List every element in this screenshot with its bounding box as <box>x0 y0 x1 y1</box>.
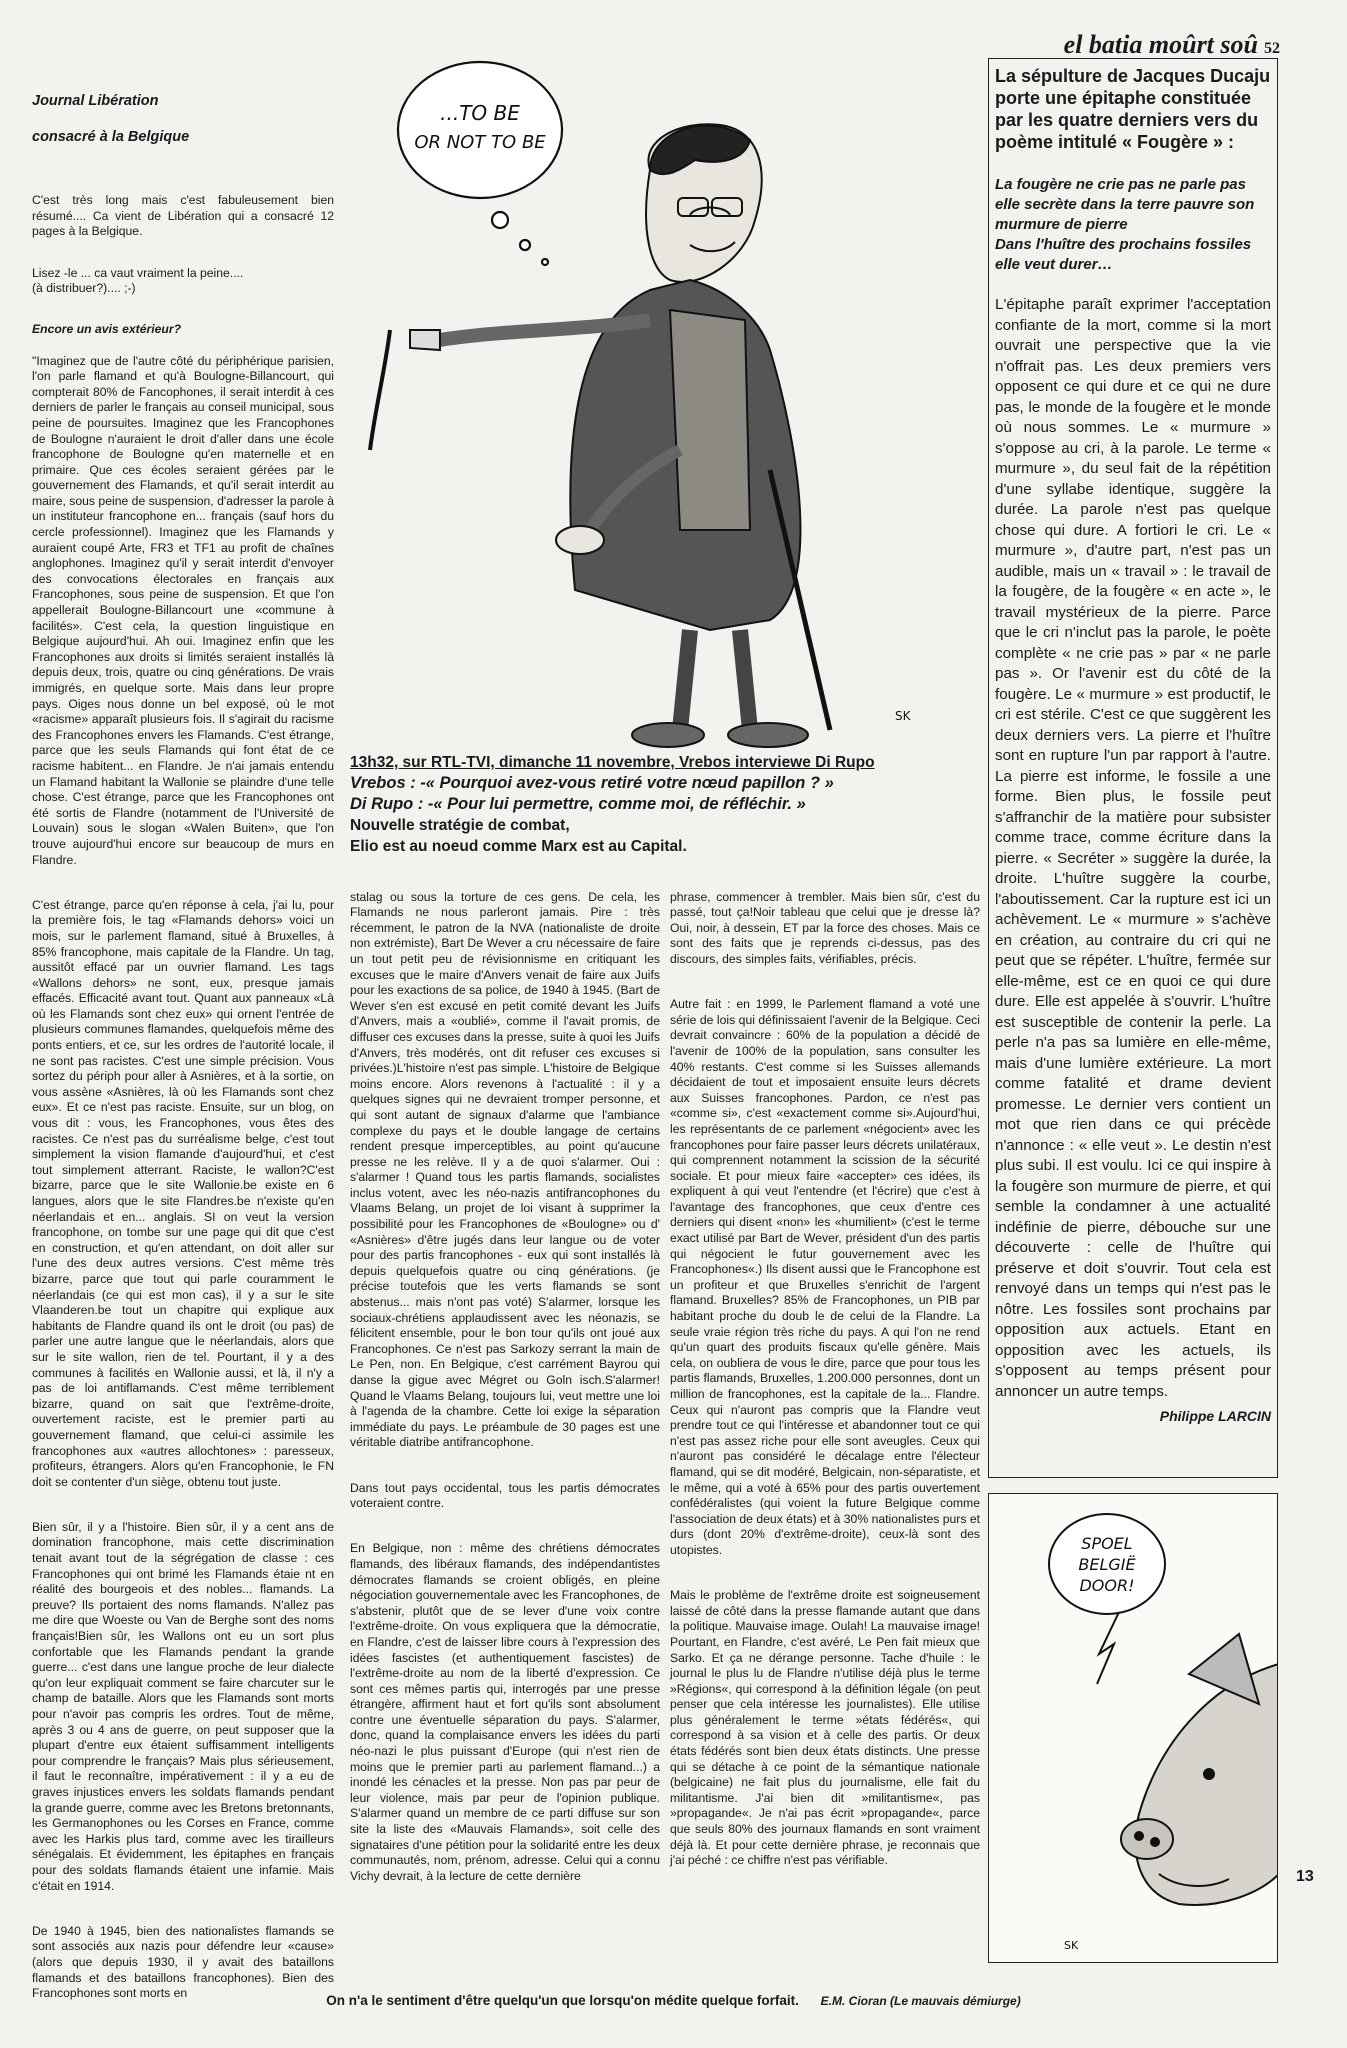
mid2-paragraph-2: Autre fait : en 1999, le Parlement flamand a voté une série de lois qui définissaient l'avenir de la Belgique. Ceci devrait convaincre : 60% de la population a décidé de l'avenir de 100% de la population, sans consulter les 40% restants. C'est comme si les Suisses allemands décidaient de tout et imposaient ensuite leurs décrets aux Suisses francophones. Pardon, ce n'est pas «comme si», c'est «exactement comme si».Aujourd'hui, les représentants de ce parlement «négocient» avec les francophones pour faire passer leurs décrets unilatéraux, qui comprennent notamment la scission de la sécurité sociale. Et pour mieux faire «accepter» ces idées, ils expliquent à qui veut l'entendre (et l'écrire) que c'est à l'avantage des francophones, que ceux d'entre ces derniers qui disent «non» les «humilient» (c'est le terme exact utilisé par Bart de Wever, président d'un des partis qui négocient le futur gouvernement avec les Francophones«.) Ils disent aussi que le Francophone est un profiteur et que Bruxelles s'enrichit de l'argent flamand. Bruxelles? 85% de Francophones, un PIB par habitant proche du doub le de celui de la Flandre. La seule vraie région très riche du pays. A qui l'on ne rend qu'un quart des produits fiscaux qu'elle génère. Mais cela, on oubliera de vous le dire, parce que pour tous les partis flamands, Bruxelles, 1.200.000 personnes, dont un million de francophones, est la capitale de la... Flandre. Ceux qui n'auront pas compris que la Flandre veut prendre tout ce qui l'intéresse et abandonner tout ce qui n'est pas assez riche pour elle sont aveugles. Ceux qui n'auront pas considéré le décalage entre l'électeur flamand, qui se dit modéré, Belgicain, non-séparatiste, et le même, qui a voté à 65% pour des partis ouvertement confédéralistes (qui voient la future Belgique comme l'association de deux états) et à 30% nationalistes purs et durs (dont 20% d'extrême-droite), ceux-là sont des utopistes. <box>670 997 980 1557</box>
fougere-poem <box>995 175 1271 275</box>
masthead-title: el batia moûrt soû <box>1063 30 1258 59</box>
caption-line3: Di Rupo : -« Pour lui permettre, comme moi, de réfléchir. » <box>350 795 806 813</box>
caption-line2: Vrebos : -« Pourquoi avez-vous retiré votre nœud papillon ? » <box>350 774 834 792</box>
pig-bubble-line1: SPOEL <box>1081 1534 1133 1553</box>
mid2-paragraph-1: phrase, commencer à trembler. Mais bien sûr, c'est du passé, tout ça!Noir tableau que celui que je dresse là? Oui, noir, à dessein, ET par la force des choses. Mais ce sont des faits que je reprends ci-dessus, pas des discours, des simples faits, vérifiables, précis. <box>670 889 980 966</box>
article-paragraph-3: Bien sûr, il y a l'histoire. Bien sûr, il y a cent ans de domination francophone, mais cette discrimination tenait avant tout de la ségrégation de classe : ces Francophones qui ont brimé les Flamands étaie nt en réalité des bourgeois et des nobles... flamands. La preuve? Ils portaient des noms flamands. N'allez pas me dire que Woeste ou Van de Berghe sont des noms français!Bien sûr, les Wallons ont eu un sort plus confortable que les Flamands pendant la grande guerre... c'est dans une langue proche de leur dialecte qu'on leur expliquait comment se faire charcuter sur le champ de bataille. Alors que les Flamands sont morts pour n'avoir pas compris les ordres. Tout de même, après 3 ou 4 ans de guerre, on peut supposer que la plupart d'entre eux étaient suffisamment intelligents pour comprendre le français? Mais plus sérieusement, il faut le reconnaître, impérativement : il y a eu de graves injustices envers les soldats flamands pendant la grande guerre, comme avec les Bretons bretonnants, les Germanophones ou les Corses en France, comme avec les Harkis plus tard, comme avec les tirailleurs sénégalais. Et évidemment, les épitaphes en français pour des soldats flamands étaient une infamie. Mais c'était en 1914. <box>32 1519 334 1893</box>
fougere-author: Philippe LARCIN <box>1159 1408 1271 1424</box>
pig-cartoon-signature: SK <box>1064 1939 1079 1952</box>
cartoon-di-rupo <box>350 30 930 750</box>
poem-line4: elle veut durer… <box>995 256 1113 273</box>
side-page-number: 13 <box>1296 1868 1314 1885</box>
cartoon-illustration <box>350 30 930 750</box>
poem-line1: La fougère ne crie pas ne parle pas <box>995 176 1246 193</box>
masthead <box>1040 30 1280 60</box>
caption-line4: Nouvelle stratégie de combat, <box>350 817 570 834</box>
caption-line5: Elio est au noeud comme Marx est au Capital. <box>350 838 687 855</box>
poem-line3: Dans l'huître des prochains fossiles <box>995 236 1252 253</box>
footer-quote-source: E.M. Cioran (Le mauvais démiurge) <box>820 1994 1021 2008</box>
fougere-essay: L'épitaphe paraît exprimer l'acceptation confiante de la mort, comme si la mort ouvrait une perspective que la vie n'offrait pas. Les deux premiers vers opposent ce qui dure et ce qui ne dure pas, le monde de la fougère et le monde où nous sommes. Le « murmure » s'oppose au cri, à la parole. Le terme « murmure », du seul fait de la répétition d'une syllabe identique, suggère la durée. La parole n'est pas quelque chose qui dure. A fortiori le cri. Le « murmure », d'autre part, n'est pas un audible, mais un « travail » : le travail de la fougère, de la fougère « en acte », le travail mystérieux de la pierre. Parce que le cri n'inclut pas la parole, le poète complète « ne crie pas » par « ne parle pas ». Or l'avenir est du côté de la fougère. Le « murmure » est productif, le cri est stérile. C'est ce que suggèrent les deux derniers vers. La pierre et l'huître sont en rupture l'un par rapport à l'autre. La pierre est informe, le fossile a une forme. Bien plus, le fossile peut s'affranchir de la matière pour subsister comme trace, comme écriture dans la pierre. « Secréter » suggère la durée, la droite. L'huître suggère la courbe, l'aboutissement. Car la rupture est ici un achèvement. Le « murmure » s'achève en création, au contraire du cri qui ne peut que se répéter. L'huître, fermée sur elle-même, est ce en quoi ce qui dure dure. Elle est appelée à s'ouvrir. L'huître est susceptible de contenir la perle. La perle n'a pas sa lumière en elle-même, mais d'une lumière extérieure. La mort comme fatalité et drame devient promesse. Le dernier vers contient un mot que rien dans ce qui précède n'annonce : « elle veut ». Le destin n'est plus subi. Il est voulu. Ici ce qui inspire à la fougère son murmure de pierre, et qui semble la condamner à une actualité indéfinie de pierre, débouche sur une découverte : celle de l'huître qui préserve et doit s'ouvrir. Tout cela est renvoyé dans un temps qui n'est pas le nôtre. Les fossiles sont prochains par opposition aux actuels. Etant en opposition avec les actuels, ils s'opposent au temps présent pour annoncer un autre temps. <box>995 296 1271 1400</box>
mid1-paragraph-1: stalag ou sous la torture de ces gens. De cela, les Flamands ne nous parleront jamais. Pire : très récemment, le patron de la NVA (nationaliste de droite non extrémiste), Bart De Wever a cru nécessaire de faire un tout petit peu de révisionnisme en critiquant les excuses que le maire d'Anvers venait de faire aux Juifs pour les exactions de sa police, de 1940 à 1945. (Bart de Wever s'en est excusé en petit comité devant les Juifs d'Anvers, mais a «oublié», comme il l'avait promis, de diffuser ces excuses dans la presse, suite à quoi les Juifs d'Anvers, très modérés, ont dit refuser ces excuses si privées.)L'histoire n'est pas simple. L'histoire de Belgique moins encore. Alors revenons à l'actualité : il y a quelques signes qui ne devraient tromper personne, et qui sont autant de signaux d'alarme que l'ambiance complexe du pays et le double langage de certains rendent presque imperceptibles, au point qu'aucune presse ne les relève. Il y a de quoi s'alarmer. Oui : s'alarmer ! Quand tous les partis flamands, socialistes inclus votent, avec les néo-nazis antifrancophones du Vlaams Belang, un projet de loi visant à supprimer la possibilité pour les Francophones de «Boulogne» ou d' «Asnières» d'être jugés dans leur langue ou de voter pour des partis francophones - eux qui sont installés là depuis quelquefois quatre ou cinq générations. (je précise toutefois que les verts flamands se sont abstenus... mais n'ont pas voté) S'alarmer, lorsque les sociaux-chrétiens applaudissent avec les néonazis, se félicitent ensemble, pour le bon tour qu'ils ont joué aux Francophones. Ce n'est pas Sarkozy serrant la main de Le Pen, non. En Belgique, c'est carrément Bayrou qui danse la gigue avec Mégret ou Goln isch.S'alarmer! Quand le Vlaams Belang, toujours lui, veut mettre une loi à l'agenda de la chambre. Cette loi exige la séparation immédiate du pays. Le préambule de 30 pages est une véritable diatribe antifrancophone. <box>350 889 660 1450</box>
mid1-paragraph-3: En Belgique, non : même des chrétiens démocrates flamands, des libéraux flamands, des indépendantistes démocrates flamands se croient obligés, en pleine négociation gouvernementale avec les Francophones, de s'abstenir, plutôt que de se lever d'une voix contre l'extrême-droite. On vous expliquera que la démocratie, en Flandre, c'est de laisser libre cours à l'expression des idées fascistes (et authentiquement fascistes) de l'extrême-droite au nom de la liberté d'expression. Ce sont ces mêmes partis qui, interrogés par une presse étrangère, affirment haut et fort qu'ils sont absolument contre une éventuelle séparation du pays. S'alarmer, donc, quand la complaisance envers les idées du parti néo-nazi le plus puissant d'Europe (qui n'est rien de moins que le premier parti au parlement flamand...) a inondé les cénacles et la presse. Non pas par peur de leur violence, mais par peur de l'opinion publique. S'alarmer quand un membre de ce parti diffuse sur son site la liste des «Mauvais Flamands», soit celle des signataires d'une pétition pour la solidarité entre les deux communautés, nom, prénom, adresse. Celui qui a connu Vichy devrait, à la lecture de cette dernière <box>350 1541 660 1883</box>
cartoon-pig <box>988 1493 1278 1963</box>
mid1-paragraph-2: Dans tout pays occidental, tous les partis démocrates voteraient contre. <box>350 1480 660 1511</box>
mid2-paragraph-3: Mais le problème de l'extrême droite est soigneusement laissé de côté dans la presse flamande autant que dans la politique. Mauvaise image. Oulah! La mauvaise image! Pourtant, en Flandre, c'est avéré, Le Pen fait mieux que Sarko. Et ça ne dérange personne. Tache d'huile : le journal le plus lu de Flandre n'utilise déjà plus le terme »Régions«, qui correspond à la définition légale (on peut penser que cela intéresse les journalistes). Elle utilise plus généralement le terme »états fédérés«, qui correspond à sa vision et à celle des partis. Or deux états fédérés sont bien deux états distincts. Une presse qui se détache à ce point de la sémantique nationale (belgicaine) ne fait plus du journalisme, elle fait du militantisme. J'ai bien dit »militantisme«, pas »propagande«. Je n'ai pas écrit »propagande«, parce que seuls 80% des journaux flamands en sont vraiment déjà là. Et pour cette dernière phrase, je reconnais que j'ai péché : ce chiffre n'est pas vérifiable. <box>670 1588 980 1868</box>
article-paragraph-1: "Imaginez que de l'autre côté du périphérique parisien, l'on parle flamand et qu'à Boulogne-Billancourt, qui compterait 80% de Fancophones, il serait interdit à ces derniers de parler le français au conseil municipal, sous peine de poursuites. Imaginez que les Francophones de Boulogne n'auraient le droit d'aller dans une école francophone de Boulogne qu'en maternelle et en primaire. Que ces écoles seraient gérées par le gouvernement des Flamands, et qu'il serait interdit au maire, sous peine de suspension, d'adresser la parole à un instituteur francophone en... français (sauf hors du cercle professionnel). Imaginez que les Flamands y auraient coupé Arte, FR3 et TF1 au profit de chaînes anglophones. Imaginez qu'il y serait interdit d'envoyer des convocations électorales en français aux Francophones, sous peine de suspension. Et que l'on appellerait Boulogne-Billancourt une «commune à facilités». C'est cela, la question linguistique en Belgique aujourd'hui. Ah oui. Imaginez enfin que les Francophones aux droits si limités seraient installés là depuis deux, trois, quatre ou cinq générations. De vrais immigrés, en quelque sorte. Mais dans leur propre pays. Oiges nous donne un bel exposé, où le mot «racisme» apparaît plusieurs fois. Il s'agirait du racisme des Francophones envers les Flamands. C'est étrange, parce que les seuls Flamands qui font état de ce racisme habitent... en Flandre. Je n'ai jamais entendu un Flamand habitant la Wallonie se plaindre d'une telle chose. C'est étrange, parce que les Francophones ont été sortis de Flandre (notamment de l'Université de Louvain) sous le slogan «Walen Buiten», que l'on trouve aujourd'hui encore sur beaucoup de murs en Flandre. <box>32 353 334 867</box>
masthead-page-number: 52 <box>1264 40 1280 57</box>
poem-line2: elle secrète dans la terre pauvre son murmure de pierre <box>995 196 1255 233</box>
fougere-article-box <box>988 58 1278 1478</box>
cartoon-signature: SK <box>895 709 911 723</box>
middle-column-2 <box>670 874 980 1884</box>
pig-bubble-line3: DOOR! <box>1079 1576 1135 1595</box>
footer-quote-text: On n'a le sentiment d'être quelqu'un que lorsqu'on médite quelque forfait. <box>326 1993 799 2008</box>
speech-bubble-line1: ...TO BE <box>440 101 520 125</box>
cartoon-caption <box>350 752 980 857</box>
middle-column-1 <box>350 874 660 1900</box>
article-title <box>32 74 334 164</box>
pig-illustration <box>989 1494 1278 1963</box>
article-paragraph-2: C'est étrange, parce qu'en réponse à cela, j'ai lu, pour la première fois, le tag «Flamands dehors» voici un mois, sur le parlement flamand, situé à Bruxelles, à 85% francophone, mais capitale de la Flandre. Un tag, aussitôt effacé par un ouvrier flamand. Les tags «Wallons dehors» ne sont, eux, presque jamais effacés. Efficacité avant tout. Quant aux panneaux «Là où les Flamands sont chez eux» qui ornent l'entrée de plusieurs communes flamandes, quelquefois même des ponts entiers, et ce, sur les ordres de l'autorité locale, il ne sont pas racistes. C'est une simple précision. Vous sortez du périph pour aller à Asnières, et à la sortie, on vous assène «Asnières, là où les Flamands sont chez eux». Et ce n'est pas raciste. Ensuite, sur un blog, on vous dit : vous, les Francophones, vous êtes des racistes. Ce n'est pas du surréalisme belge, c'est tout simplement la vision flamande d'aujourd'hui, et c'est tout simplement atterrant. Raciste, le wallon?C'est bizarre, parce que le site Wallonie.be existe en 6 langues, alors que le site Flandres.be n'existe qu'en néerlandais et en... anglais. SI on veut la version francophone, on tombe sur une page qui dit que c'est en construction, et qu'en attendant, on doit aller sur l'une des deux autres versions. C'est même très bizarre, parce que tout qui parle couramment le néerlandais (ce qui est mon cas), il y a sur le site Vlaanderen.be tout un chapitre qui explique aux habitants de Flandre quand ils ont le droit (ou pas) de parler une autre langue que le néerlandais, alors que sur le site wallon, rien de tel. Pourtant, il y a des communes à facilités en Wallonie aussi, et là, il n'y a pas de loi antiflamands. C'est même terriblement bizarre, quand on sait que l'extrême-droite, ouvertement raciste, est le premier parti au gouvernement flamand, que celui-ci assimile les francophones aux «autres allochtones» : paresseux, profiteurs, étrangers. Alors qu'en Francophonie, le FN doit se contenter d'un siège, obtenu tout juste. <box>32 897 334 1489</box>
fougere-title: La sépulture de Jacques Ducaju porte une épitaphe constituée par les quatre derniers vers du poème intitulé « Fougère » : <box>995 66 1271 152</box>
article-intro: C'est très long mais c'est fabuleusement bien résumé.... Ca vient de Libération qui a consacré 12 pages à la Belgique. <box>32 193 334 239</box>
footer-quote <box>0 1993 1347 2008</box>
caption-line1: 13h32, sur RTL-TVI, dimanche 11 novembre, Vrebos interviewe Di Rupo <box>350 754 875 771</box>
speech-bubble-line2: OR NOT TO BE <box>414 132 546 153</box>
article-subhead: Encore un avis extérieur? <box>32 322 182 337</box>
left-article <box>32 58 334 2017</box>
article-intro2: Lisez -le ... ca vaut vraiment la peine.... (à distribuer?).... ;-) <box>32 265 244 296</box>
article-title-line2: consacré à la Belgique <box>32 128 190 145</box>
article-paragraph-4: De 1940 à 1945, bien des nationalistes flamands se sont associés aux nazis pour défendre leur «cause» (alors que depuis 1930, il y avait des bataillons flamands et des bataillons francophones). Bien des Francophones sont morts en <box>32 1923 334 2001</box>
article-title-line1: Journal Libération <box>32 92 159 109</box>
pig-bubble-line2: BELGIË <box>1078 1555 1136 1574</box>
